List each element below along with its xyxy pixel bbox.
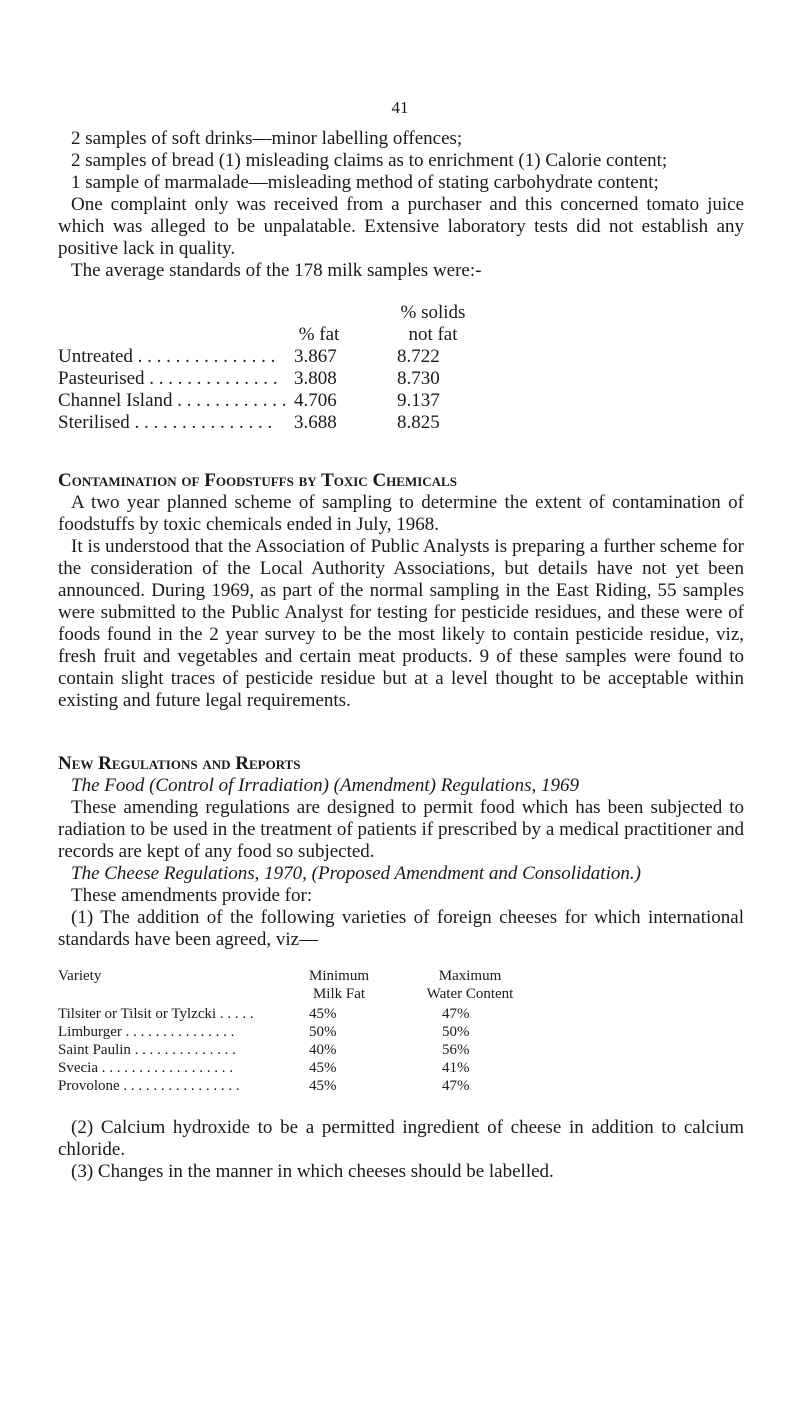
irradiation-regulation-body: These amending regulations are designed to permit food which has been subjected to radiation to be used in the treatment of patients if prescribed by a medical practitioner and records are kept of any food so subjected.: [58, 797, 744, 862]
milk-row-label: Channel Island . . . . . . . . . . . .: [58, 390, 287, 411]
milk-row-label: Pasteurised . . . . . . . . . . . . . .: [58, 368, 278, 389]
cheese-row-label: Tilsiter or Tilsit or Tylzcki . . . . .: [58, 1006, 254, 1022]
cheese-row-water: 47%: [442, 1078, 470, 1094]
milk-row-fat: 4.706: [294, 390, 337, 411]
cheese-row-water: 56%: [442, 1042, 470, 1058]
amendment-item-2: (2) Calcium hydroxide to be a permitted ingredient of cheese in addition to calcium chloride.: [58, 1117, 744, 1160]
cheese-row-fat: 45%: [309, 1006, 337, 1022]
milk-row-solids: 8.722: [397, 346, 440, 367]
page-body: [58, 128, 744, 1183]
cheese-col-min-1: Minimum: [308, 968, 369, 984]
amendments-intro: These amendments provide for:: [71, 885, 313, 906]
cheese-col-variety: Variety: [58, 968, 102, 984]
milk-row: [58, 368, 658, 390]
intro-line-1: 2 samples of soft drinks—minor labelling offences;: [71, 128, 463, 149]
cheese-col-max-2: Water Content: [426, 986, 514, 1002]
cheese-row: [58, 1041, 658, 1059]
cheese-row: [58, 1077, 658, 1095]
milk-row-solids: 8.730: [397, 368, 440, 389]
milk-col-solids-1: % solids: [400, 302, 466, 323]
intro-line-5: The average standards of the 178 milk samples were:-: [71, 260, 482, 281]
cheese-row: [58, 1023, 658, 1041]
cheese-row-fat: 50%: [309, 1024, 337, 1040]
cheese-row-label: Limburger . . . . . . . . . . . . . . .: [58, 1024, 235, 1040]
cheese-row: [58, 1059, 658, 1077]
milk-row: [58, 390, 658, 412]
milk-row-label: Untreated . . . . . . . . . . . . . . .: [58, 346, 276, 367]
cheese-row-fat: 45%: [309, 1060, 337, 1076]
milk-row-solids: 9.137: [397, 390, 440, 411]
cheese-row-water: 41%: [442, 1060, 470, 1076]
page-number: 41: [391, 98, 409, 117]
milk-row-fat: 3.808: [294, 368, 337, 389]
cheese-col-max-1: Maximum: [438, 968, 502, 984]
milk-row: [58, 346, 658, 368]
contamination-heading: Contamination of Foodstuffs by Toxic Chemicals: [58, 470, 457, 491]
cheese-col-min-2: Milk Fat: [312, 986, 366, 1002]
milk-row-label: Sterilised . . . . . . . . . . . . . . .: [58, 412, 273, 433]
amendment-item-3: (3) Changes in the manner in which cheeses should be labelled.: [71, 1161, 554, 1182]
cheese-row: [58, 1005, 658, 1023]
intro-line-2: 2 samples of bread (1) misleading claims as to enrichment (1) Calorie content;: [71, 150, 668, 171]
contamination-paragraph-1: A two year planned scheme of sampling to determine the extent of contamination of foodstuffs by toxic chemicals ended in July, 1968.: [58, 492, 744, 535]
cheese-regulation-title: The Cheese Regulations, 1970, (Proposed Amendment and Consolidation.): [71, 863, 641, 884]
intro-line-4: One complaint only was received from a purchaser and this concerned tomato juice which was alleged to be unpalatable. Extensive laboratory tests did not establish any positive lack in quality.: [58, 194, 744, 259]
cheese-standards-table: [58, 967, 744, 1117]
cheese-row-fat: 40%: [309, 1042, 337, 1058]
cheese-row-water: 50%: [442, 1024, 470, 1040]
cheese-row-label: Provolone . . . . . . . . . . . . . . . .: [58, 1078, 240, 1094]
cheese-row-label: Svecia . . . . . . . . . . . . . . . . . .: [58, 1060, 233, 1076]
milk-standards-table: [58, 302, 744, 434]
contamination-paragraph-2: It is understood that the Association of Public Analysts is preparing a further scheme for the consideration of the Local Authority Associations, but details have not yet been announced. During 1969, as part of the normal sampling in the East Riding, 55 samples were submitted to the Public Analyst for testing for pesticide residues, and these were of foods found in the 2 year survey to be the most likely to contain pesticide residue, viz, fresh fruit and vegetables and certain meat products. 9 of these samples were found to contain slight traces of pesticide residue but at a level thought to be acceptable within existing and future legal requirements.: [58, 536, 744, 711]
amendment-item-1: (1) The addition of the following varieties of foreign cheeses for which international standards have been agreed, viz—: [58, 907, 744, 950]
milk-row-fat: 3.867: [294, 346, 337, 367]
cheese-row-fat: 45%: [309, 1078, 337, 1094]
regulations-heading: New Regulations and Reports: [58, 753, 301, 774]
milk-col-fat: % fat: [298, 324, 340, 345]
cheese-row-label: Saint Paulin . . . . . . . . . . . . . .: [58, 1042, 236, 1058]
intro-line-3: 1 sample of marmalade—misleading method of stating carbohydrate content;: [71, 172, 659, 193]
irradiation-regulation-title: The Food (Control of Irradiation) (Amendment) Regulations, 1969: [71, 775, 580, 796]
milk-col-solids-2: not fat: [408, 324, 458, 345]
milk-row: [58, 412, 658, 434]
cheese-row-water: 47%: [442, 1006, 470, 1022]
milk-row-fat: 3.688: [294, 412, 337, 433]
milk-row-solids: 8.825: [397, 412, 440, 433]
